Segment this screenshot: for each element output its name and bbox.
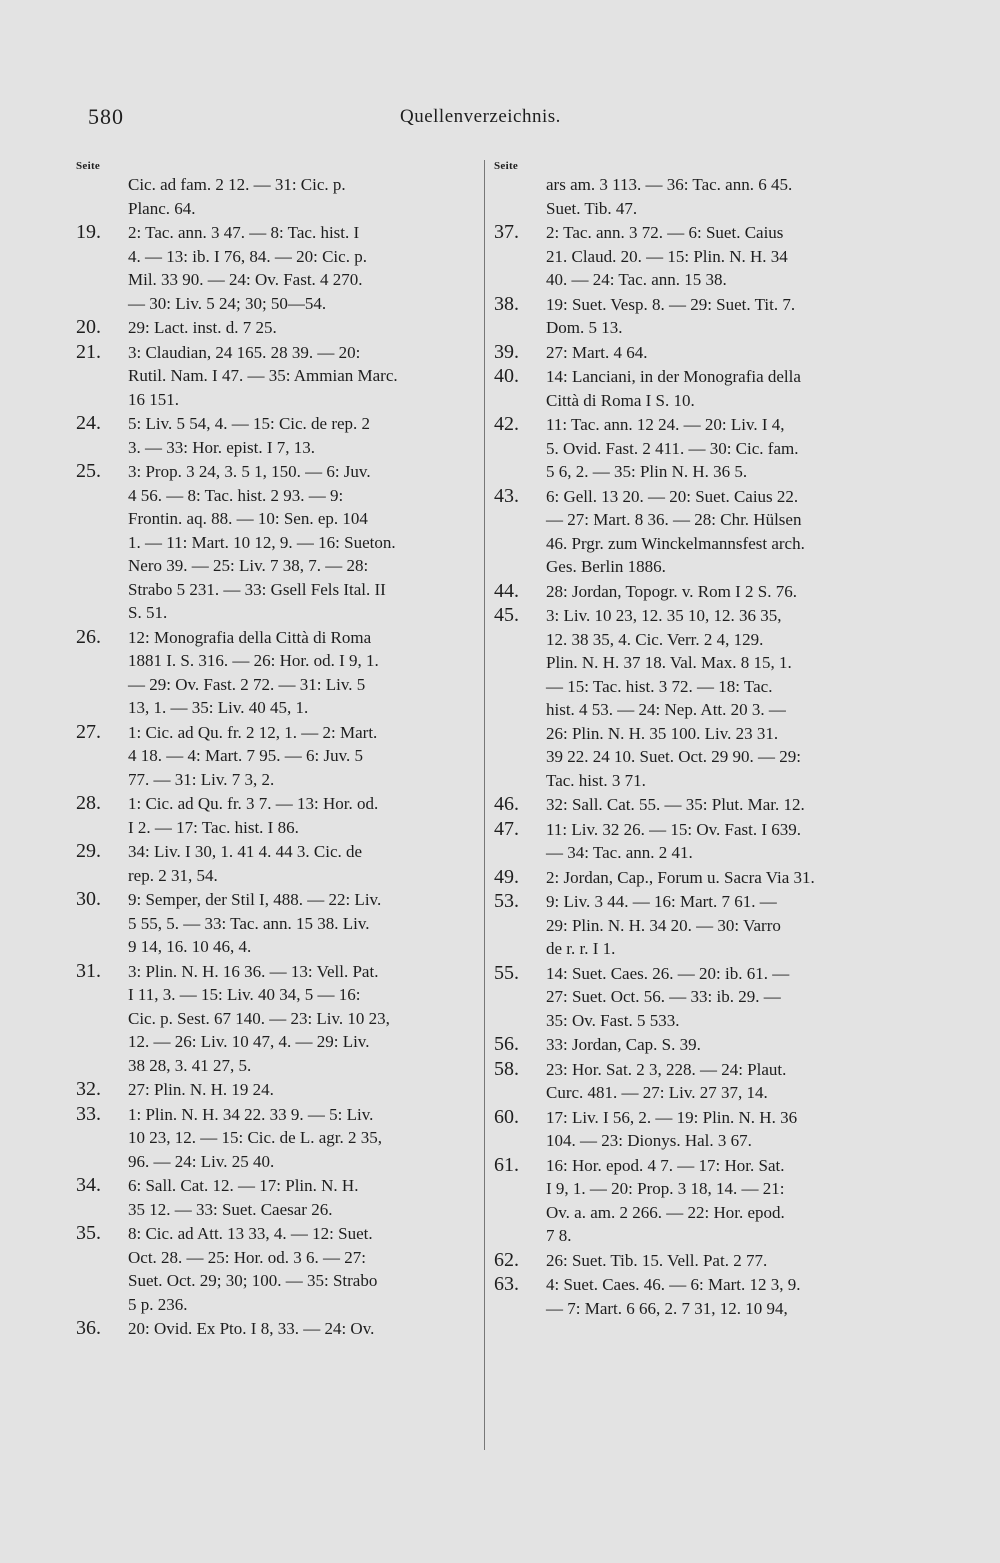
citation-line: Cic. ad fam. 2 12. — 31: Cic. p.: [128, 175, 346, 194]
citation-line: 16: Hor. epod. 4 7. — 17: Hor. Sat.: [546, 1155, 785, 1175]
citation-line: 21. Claud. 20. — 15: Plin. N. H. 34: [546, 246, 788, 266]
citation-line: Strabo 5 231. — 33: Gsell Fels Ital. II: [128, 579, 386, 599]
citation-line: 11: Tac. ann. 12 24. — 20: Liv. I 4,: [546, 415, 785, 434]
citation-line: 1. — 11: Mart. 10 12, 9. — 16: Sueton.: [128, 532, 396, 552]
citation-line: 1: Cic. ad Qu. fr. 2 12, 1. — 2: Mart.: [128, 722, 378, 742]
citation-line: 5 6, 2. — 35: Plin N. H. 36 5.: [546, 462, 748, 481]
page-ref-number: 26.: [76, 625, 101, 648]
citation-text: [128, 1078, 468, 1102]
page-ref-number: 20.: [76, 316, 101, 338]
citation-line: 2: Jordan, Cap., Forum u. Sacra Via 31.: [546, 867, 815, 887]
citation-line: Plin. N. H. 37 18. Val. Max. 8 15, 1.: [546, 653, 792, 672]
index-entry: [494, 413, 894, 484]
index-entry: [76, 460, 468, 625]
page-ref-number: 46.: [494, 793, 519, 815]
index-entry: [76, 1174, 468, 1221]
citation-line: 5 p. 236.: [128, 1294, 188, 1314]
page-ref-number: 29.: [76, 840, 101, 862]
citation-text: [128, 1222, 468, 1316]
citation-line: S. 51.: [128, 603, 168, 622]
citation-line: hist. 4 53. — 24: Nep. Att. 20 3. —: [546, 700, 786, 719]
citation-line: 1881 I. S. 316. — 26: Hor. od. I 9, 1.: [128, 651, 379, 670]
page-ref-number: 55.: [494, 961, 519, 984]
citation-text: [546, 866, 894, 890]
citation-text: [128, 460, 468, 625]
left-column: [76, 160, 468, 1342]
index-entry: [494, 604, 894, 792]
citation-text: [546, 221, 894, 292]
citation-line: — 34: Tac. ann. 2 41.: [546, 843, 693, 862]
page-ref-number: 56.: [494, 1033, 519, 1055]
citation-line: Mil. 33 90. — 24: Ov. Fast. 4 270.: [128, 270, 363, 289]
citation-text: [546, 1033, 894, 1057]
index-entry: [76, 840, 468, 887]
index-entry: [76, 1078, 468, 1102]
index-entry: [494, 866, 894, 890]
citation-line: 10 23, 12. — 15: Cic. de L. agr. 2 35,: [128, 1128, 383, 1147]
page-ref-number: 39.: [494, 340, 519, 363]
citation-text: [128, 316, 468, 340]
citation-line: 32: Sall. Cat. 55. — 35: Plut. Mar. 12.: [546, 795, 805, 814]
citation-line: 27: Mart. 4 64.: [546, 342, 648, 362]
citation-line: 7 8.: [546, 1226, 572, 1245]
citation-line: 27: Plin. N. H. 19 24.: [128, 1080, 274, 1099]
citation-line: I 2. — 17: Tac. hist. I 86.: [128, 817, 299, 837]
page-ref-number: 32.: [76, 1078, 101, 1100]
page-ref-number: 43.: [494, 484, 519, 507]
page-ref-number: 58.: [494, 1057, 519, 1080]
index-entry: [494, 221, 894, 292]
citation-line: Tac. hist. 3 71.: [546, 770, 646, 790]
index-entry: [494, 793, 894, 817]
citation-line: — 29: Ov. Fast. 2 72. — 31: Liv. 5: [128, 674, 366, 694]
citation-line: 46. Prgr. zum Winckelmannsfest arch.: [546, 533, 805, 553]
index-entry: [76, 1103, 468, 1174]
page-ref-number: 35.: [76, 1222, 101, 1244]
citation-line: Rutil. Nam. I 47. — 35: Ammian Marc.: [128, 366, 398, 385]
citation-line: — 15: Tac. hist. 3 72. — 18: Tac.: [546, 676, 773, 696]
citation-line: 1: Plin. N. H. 34 22. 33 9. — 5: Liv.: [128, 1104, 374, 1124]
citation-line: 3: Claudian, 24 165. 28 39. — 20:: [128, 342, 361, 362]
citation-line: 11: Liv. 32 26. — 15: Ov. Fast. I 639.: [546, 819, 801, 839]
index-entry: [76, 1222, 468, 1316]
citation-line: 9: Semper, der Stil I, 488. — 22: Liv.: [128, 890, 382, 909]
index-entry: [494, 1033, 894, 1057]
citation-line: 9: Liv. 3 44. — 16: Mart. 7 61. —: [546, 892, 777, 911]
citation-line: Cic. p. Sest. 67 140. — 23: Liv. 10 23,: [128, 1008, 390, 1028]
citation-line: 20: Ovid. Ex Pto. I 8, 33. — 24: Ov.: [128, 1319, 375, 1338]
citation-text: [128, 721, 468, 792]
index-entry: [494, 580, 894, 604]
citation-text: [546, 293, 894, 340]
page-ref-number: 62.: [494, 1248, 519, 1271]
citation-line: — 7: Mart. 6 66, 2. 7 31, 12. 10 94,: [546, 1298, 788, 1318]
page-ref-number: 40.: [494, 365, 519, 387]
citation-line: 17: Liv. I 56, 2. — 19: Plin. N. H. 36: [546, 1107, 798, 1127]
index-entry: [494, 1058, 894, 1105]
citation-line: — 30: Liv. 5 24; 30; 50—54.: [128, 293, 327, 313]
page-ref-number: 42.: [494, 413, 519, 435]
citation-line: 6: Gell. 13 20. — 20: Suet. Caius 22.: [546, 486, 799, 506]
citation-text: [128, 888, 468, 959]
citation-line: Ov. a. am. 2 266. — 22: Hor. epod.: [546, 1202, 785, 1222]
citation-line: Nero 39. — 25: Liv. 7 38, 7. — 28:: [128, 556, 369, 575]
citation-line: 1: Cic. ad Qu. fr. 3 7. — 13: Hor. od.: [128, 794, 379, 813]
index-entry: [76, 792, 468, 839]
page-ref-number: 61.: [494, 1153, 519, 1176]
citation-line: 2: Tac. ann. 3 47. — 8: Tac. hist. I: [128, 223, 360, 242]
citation-line: 29: Lact. inst. d. 7 25.: [128, 318, 277, 337]
page-ref-number: 19.: [76, 221, 101, 243]
index-entry: [494, 890, 894, 961]
page-ref-number: 49.: [494, 865, 519, 888]
running-head: Quellenverzeichnis.: [400, 106, 561, 127]
left-entries: [76, 173, 468, 1341]
page-ref-number: 45.: [494, 604, 519, 626]
citation-text: [128, 221, 468, 315]
page-ref-number: 34.: [76, 1174, 101, 1196]
citation-text: [128, 792, 468, 839]
citation-text: [546, 1249, 894, 1273]
index-entry: [494, 1249, 894, 1273]
index-entry: [76, 341, 468, 412]
citation-text: [546, 793, 894, 817]
index-entry: [76, 316, 468, 340]
citation-line: 26: Plin. N. H. 35 100. Liv. 23 31.: [546, 723, 779, 743]
index-entry: [494, 1273, 894, 1320]
page-ref-number: 33.: [76, 1102, 101, 1125]
citation-line: Curc. 481. — 27: Liv. 27 37, 14.: [546, 1083, 768, 1102]
citation-text: [546, 341, 894, 365]
citation-line: 5: Liv. 5 54, 4. — 15: Cic. de rep. 2: [128, 414, 371, 433]
citation-line: Planc. 64.: [128, 198, 196, 218]
citation-line: — 27: Mart. 8 36. — 28: Chr. Hülsen: [546, 510, 802, 529]
citation-text: [128, 960, 468, 1078]
seite-label: Seite: [494, 160, 519, 172]
page-ref-number: 25.: [76, 460, 101, 482]
index-entry: [76, 721, 468, 792]
citation-line: 4 56. — 8: Tac. hist. 2 93. — 9:: [128, 485, 344, 505]
citation-line: 14: Suet. Caes. 26. — 20: ib. 61. —: [546, 963, 790, 983]
citation-line: Ges. Berlin 1886.: [546, 557, 666, 576]
citation-text: [546, 604, 894, 792]
index-entry: [494, 1106, 894, 1153]
index-entry: [76, 221, 468, 315]
citation-line: 19: Suet. Vesp. 8. — 29: Suet. Tit. 7.: [546, 294, 796, 314]
citation-line: 27: Suet. Oct. 56. — 33: ib. 29. —: [546, 987, 781, 1006]
citation-text: [546, 1106, 894, 1153]
page-ref-number: 37.: [494, 221, 519, 243]
citation-text: [128, 1103, 468, 1174]
page-ref-number: 36.: [76, 1317, 101, 1339]
citation-text: [128, 173, 468, 220]
citation-line: Dom. 5 13.: [546, 318, 623, 337]
index-entry: [76, 960, 468, 1078]
citation-text: [546, 962, 894, 1033]
citation-line: 26: Suet. Tib. 15. Vell. Pat. 2 77.: [546, 1250, 768, 1270]
page-ref-number: 27.: [76, 720, 101, 743]
citation-line: 5 55, 5. — 33: Tac. ann. 15 38. Liv.: [128, 913, 370, 933]
citation-line: Frontin. aq. 88. — 10: Sen. ep. 104: [128, 509, 368, 528]
citation-line: 77. — 31: Liv. 7 3, 2.: [128, 769, 275, 789]
citation-line: 8: Cic. ad Att. 13 33, 4. — 12: Suet.: [128, 1224, 373, 1243]
citation-line: 39 22. 24 10. Suet. Oct. 29 90. — 29:: [546, 747, 801, 766]
index-entry: [494, 365, 894, 412]
page-ref-number: 24.: [76, 412, 101, 434]
citation-line: 3: Prop. 3 24, 3. 5 1, 150. — 6: Juv.: [128, 462, 371, 481]
right-column: [494, 160, 894, 1321]
citation-line: 104. — 23: Dionys. Hal. 3 67.: [546, 1131, 752, 1150]
citation-text: [546, 580, 894, 604]
index-entry: [494, 293, 894, 340]
citation-line: Città di Roma I S. 10.: [546, 390, 695, 410]
citation-text: [128, 341, 468, 412]
page-ref-number: 38.: [494, 292, 519, 315]
index-entry: [494, 818, 894, 865]
page-ref-number: 28.: [76, 792, 101, 814]
citation-line: ars am. 3 113. — 36: Tac. ann. 6 45.: [546, 175, 793, 194]
index-entry: [494, 173, 894, 220]
page-ref-number: 47.: [494, 817, 519, 840]
index-entry: [76, 1317, 468, 1341]
index-entry: [76, 626, 468, 720]
citation-line: 35 12. — 33: Suet. Caesar 26.: [128, 1199, 333, 1219]
citation-line: 14: Lanciani, in der Monografia della: [546, 367, 801, 386]
citation-line: 40. — 24: Tac. ann. 15 38.: [546, 270, 727, 289]
index-entry: [76, 888, 468, 959]
citation-text: [546, 485, 894, 579]
citation-text: [546, 818, 894, 865]
citation-text: [546, 413, 894, 484]
page-ref-number: [494, 173, 546, 220]
citation-line: 12. — 26: Liv. 10 47, 4. — 29: Liv.: [128, 1032, 370, 1051]
citation-line: 38 28, 3. 41 27, 5.: [128, 1055, 252, 1075]
citation-line: 12. 38 35, 4. Cic. Verr. 2 4, 129.: [546, 629, 764, 649]
citation-line: 23: Hor. Sat. 2 3, 228. — 24: Plaut.: [546, 1059, 787, 1079]
citation-text: [546, 890, 894, 961]
citation-text: [546, 1273, 894, 1320]
citation-line: 5. Ovid. Fast. 2 411. — 30: Cic. fam.: [546, 438, 799, 458]
citation-line: 28: Jordan, Topogr. v. Rom I 2 S. 76.: [546, 581, 797, 601]
citation-line: 4 18. — 4: Mart. 7 95. — 6: Juv. 5: [128, 746, 364, 765]
citation-line: 29: Plin. N. H. 34 20. — 30: Varro: [546, 915, 781, 935]
index-entry: [494, 962, 894, 1033]
page-ref-number: 53.: [494, 890, 519, 912]
citation-line: 16 151.: [128, 389, 179, 409]
citation-line: 12: Monografia della Città di Roma: [128, 627, 372, 647]
citation-line: de r. r. I 1.: [546, 939, 616, 958]
index-entry: [76, 412, 468, 459]
index-entry: [76, 173, 468, 220]
index-entry: [494, 485, 894, 579]
citation-line: 6: Sall. Cat. 12. — 17: Plin. N. H.: [128, 1176, 359, 1195]
citation-line: 3: Liv. 10 23, 12. 35 10, 12. 36 35,: [546, 606, 782, 625]
citation-line: Suet. Oct. 29; 30; 100. — 35: Strabo: [128, 1271, 378, 1290]
seite-label: Seite: [76, 160, 101, 172]
citation-text: [128, 840, 468, 887]
citation-line: Oct. 28. — 25: Hor. od. 3 6. — 27:: [128, 1247, 366, 1267]
page-ref-number: 31.: [76, 959, 101, 982]
citation-text: [546, 1058, 894, 1105]
citation-line: 3. — 33: Hor. epist. I 7, 13.: [128, 437, 315, 457]
page-ref-number: 30.: [76, 888, 101, 910]
citation-line: 3: Plin. N. H. 16 36. — 13: Vell. Pat.: [128, 961, 379, 981]
page-ref-number: 60.: [494, 1105, 519, 1128]
citation-text: [546, 365, 894, 412]
citation-text: [128, 1317, 468, 1341]
citation-text: [546, 1154, 894, 1248]
citation-line: 13, 1. — 35: Liv. 40 45, 1.: [128, 698, 309, 717]
citation-text: [128, 626, 468, 720]
citation-line: 4. — 13: ib. I 76, 84. — 20: Cic. p.: [128, 246, 367, 266]
right-entries: [494, 173, 894, 1320]
index-entry: [494, 341, 894, 365]
citation-line: 4: Suet. Caes. 46. — 6: Mart. 12 3, 9.: [546, 1275, 801, 1294]
citation-line: I 9, 1. — 20: Prop. 3 18, 14. — 21:: [546, 1179, 785, 1198]
citation-text: [546, 173, 894, 220]
page-ref-number: 44.: [494, 579, 519, 602]
citation-line: 33: Jordan, Cap. S. 39.: [546, 1035, 701, 1054]
citation-line: 34: Liv. I 30, 1. 41 4. 44 3. Cic. de: [128, 842, 363, 861]
citation-text: [128, 1174, 468, 1221]
page-number: 580: [88, 104, 124, 129]
index-entry: [494, 1154, 894, 1248]
citation-line: 2: Tac. ann. 3 72. — 6: Suet. Caius: [546, 223, 784, 242]
citation-line: 35: Ov. Fast. 5 533.: [546, 1010, 680, 1030]
column-divider: [484, 160, 485, 1450]
citation-line: rep. 2 31, 54.: [128, 865, 218, 885]
page-ref-number: 21.: [76, 340, 101, 363]
citation-line: I 11, 3. — 15: Liv. 40 34, 5 — 16:: [128, 985, 361, 1004]
citation-text: [128, 412, 468, 459]
citation-line: Suet. Tib. 47.: [546, 198, 638, 218]
citation-line: 96. — 24: Liv. 25 40.: [128, 1151, 275, 1171]
page-ref-number: [76, 173, 128, 220]
page-ref-number: 63.: [494, 1273, 519, 1295]
citation-line: 9 14, 16. 10 46, 4.: [128, 937, 252, 956]
